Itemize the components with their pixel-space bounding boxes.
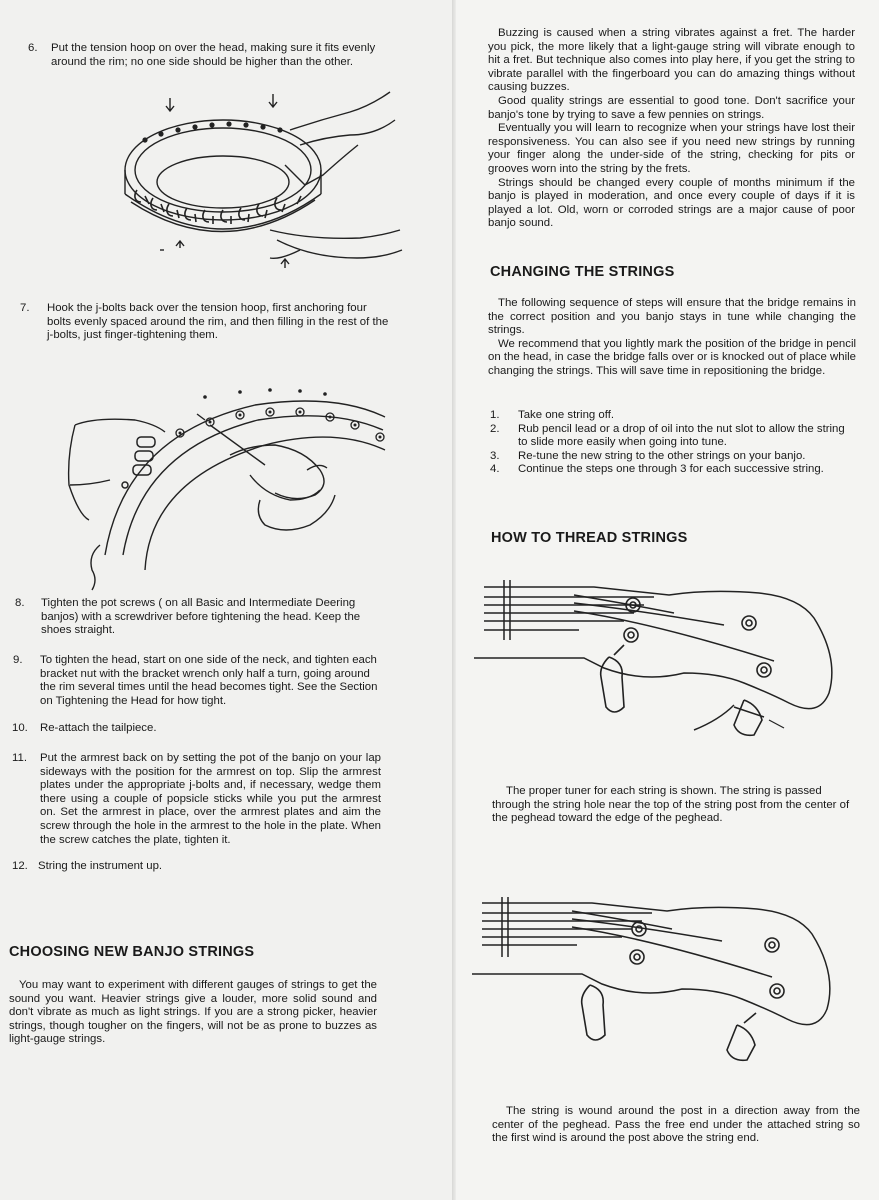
intro-paragraph: Buzzing is caused when a string vibrates against a fret. The harder you pick, the more likely that a light-gauge string will vibrate enough to hit a fret. But technique also comes into play here, if you get the string to vibrate parallel with the fingerboard you can do amazing things without causing buzzes.: [488, 27, 855, 94]
intro-paragraph: Good quality strings are essential to good tone. Don't sacrifice your banjo's tone by trying to save a few pennies on strings.: [488, 94, 855, 121]
list-item: [490, 463, 860, 477]
intro-paragraph: Strings should be changed every couple of months minimum if the banjo is played in moderation, and once every couple of days if it is played a lot. Old, worn or corroded strings are a major cause of poor banjo sound.: [488, 176, 855, 230]
changing-steps-list: [490, 409, 860, 477]
step-number: 11.: [12, 752, 27, 764]
changing-paragraph: We recommend that you lightly mark the position of the bridge in pencil on the head, in case the bridge falls over or is knocked out of place while changing the strings. This will save time in repositioning the bridge.: [488, 337, 856, 377]
thread-strings-heading: HOW TO THREAD STRINGS: [491, 530, 688, 546]
j-bolt-illustration: [45, 385, 395, 580]
changing-paragraph: The following sequence of steps will ensure that the bridge remains in the correct position and you banjo stays in tune while changing the strings.: [488, 297, 856, 337]
list-text: Rub pencil lead or a drop of oil into the nut slot to allow the string to slide more easily when going into tune.: [518, 422, 845, 449]
intro-text-block: [488, 27, 855, 231]
step-number: 10.: [12, 722, 28, 734]
step-text: Put the tension hoop on over the head, making sure it fits evenly around the rim; no one side should be higher than the other.: [51, 42, 376, 68]
intro-paragraph: Eventually you will learn to recognize when your strings have lost their responsiveness. You can also see if you need new strings by running your finger along the under-side of the string, checking for pits or grooves worn into the string by the frets.: [488, 122, 855, 175]
list-number: 2.: [490, 422, 500, 435]
peghead-threading-illustration: [484, 575, 879, 755]
choosing-strings-text: You may want to experiment with different gauges of strings to get the sound you want. Heavier strings give a louder, more solid sound and don't vibrate as much as light strings. If you are a strong picker, heavier strings, though tougher on the fingers, will not be as prone to buzzes as light-gauge strings.: [9, 979, 377, 1046]
changing-strings-heading: CHANGING THE STRINGS: [490, 264, 675, 280]
list-number: 1.: [490, 409, 500, 421]
step-text: Tighten the pot screws ( on all Basic and Intermediate Deering banjos) with a screwdriver before tightening the head. Keep the shoes straight.: [41, 597, 361, 637]
peghead-winding-illustration: [482, 895, 879, 1075]
step-number: 8.: [15, 597, 25, 609]
tension-hoop-illustration: [105, 90, 405, 280]
step-text: Put the armrest back on by setting the pot of the banjo on your lap sideways with the position for the armrest on top. Slip the armrest plates under the appropriate j-bolts and, if necessary, wedge them there using a couple of popsicle sticks while you put the armrest on. Set the armrest in place, over the armrest plates and aim the screw through the hole in the armrest to the hole in the plate. When the screw catches the plate, tighten it.: [40, 752, 381, 846]
thread-caption-1: The proper tuner for each string is shown. The string is passed through the string hole near the top of the string post from the center of the peghead toward the edge of the peghead.: [492, 785, 850, 825]
choosing-strings-heading: CHOOSING NEW BANJO STRINGS: [9, 944, 255, 960]
step-number: 7.: [20, 302, 30, 314]
right-page: [456, 0, 879, 1200]
thread-caption-2: The string is wound around the post in a direction away from the center of the peghead. Pass the free end under the attached string so the first wind is around the post above the string end.: [492, 1105, 860, 1145]
thread-caption-1-block: [492, 785, 860, 826]
changing-text-block: [488, 297, 856, 379]
thread-caption-2-block: [492, 1105, 860, 1146]
list-item: [490, 423, 860, 450]
list-text: Re-tune the new string to the other strings on your banjo.: [518, 449, 806, 462]
step-text: Re-attach the tailpiece.: [40, 722, 157, 734]
list-item: [490, 450, 860, 464]
choosing-strings-text-block: [9, 979, 377, 1047]
step-number: 12.: [12, 860, 28, 872]
list-item: [490, 409, 860, 423]
step-text: Hook the j-bolts back over the tension hoop, first anchoring four bolts evenly spaced around the rim, and then filling in the rest of the j-bolts, just finger-tightening them.: [47, 302, 389, 342]
list-number: 4.: [490, 463, 500, 476]
step-number: 6.: [28, 42, 38, 54]
list-text: Continue the steps one through 3 for each successive string.: [518, 463, 824, 476]
step-number: 9.: [13, 654, 23, 666]
list-number: 3.: [490, 449, 500, 462]
list-text: Take one string off.: [518, 409, 615, 421]
step-text: String the instrument up.: [38, 860, 163, 872]
step-text: To tighten the head, start on one side of the neck, and tighten each bracket nut with the bracket wrench only half a turn, going around the rim several times until the head becomes tight. See the Section on Tightening the Head for how tight.: [40, 654, 378, 707]
